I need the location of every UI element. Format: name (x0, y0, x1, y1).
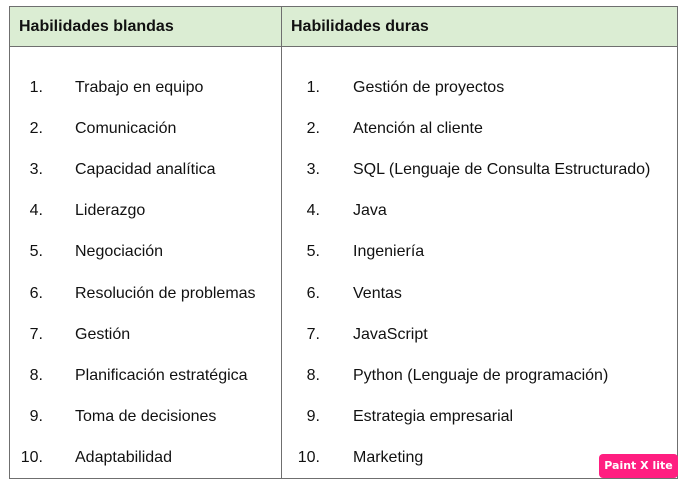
item-text: Ingeniería (353, 243, 425, 261)
list-item (10, 191, 281, 232)
soft-skills-column (10, 7, 282, 478)
list-item (282, 314, 677, 355)
item-text: Resolución de problemas (75, 284, 256, 302)
list-item (10, 314, 281, 355)
item-number: 1. (306, 78, 320, 96)
item-number: 2. (29, 119, 43, 137)
item-number: 3. (29, 160, 43, 178)
list-item (282, 232, 677, 273)
item-text: Gestión de proyectos (353, 78, 505, 96)
item-text: Marketing (353, 449, 424, 467)
item-number: 3. (306, 160, 320, 178)
soft-skills-header: Habilidades blandas (10, 7, 281, 47)
item-number: 1. (29, 78, 43, 96)
item-text: Gestión (75, 325, 131, 343)
item-number: 7. (306, 325, 320, 343)
item-number: 10. (20, 449, 43, 467)
list-item (282, 67, 677, 108)
list-item (10, 355, 281, 396)
hard-skills-list (282, 47, 677, 479)
list-item (282, 149, 677, 190)
item-text: Comunicación (75, 119, 177, 137)
list-item (282, 108, 677, 149)
item-text: Atención al cliente (353, 119, 483, 137)
item-text: SQL (Lenguaje de Consulta Estructurado) (353, 160, 651, 178)
hard-skills-column (282, 7, 677, 478)
item-number: 6. (306, 284, 320, 302)
item-text: Java (353, 202, 387, 220)
list-item (10, 67, 281, 108)
item-number: 8. (306, 366, 320, 384)
item-text: Negociación (75, 243, 164, 261)
item-text: Ventas (353, 284, 402, 302)
item-number: 8. (29, 366, 43, 384)
item-number: 7. (29, 325, 43, 343)
item-text: Python (Lenguaje de programación) (353, 366, 609, 384)
item-number: 5. (306, 243, 320, 261)
list-item (10, 108, 281, 149)
item-text: Liderazgo (75, 202, 146, 220)
item-number: 4. (29, 202, 43, 220)
list-item (10, 232, 281, 273)
list-item (10, 397, 281, 438)
item-text: Adaptabilidad (75, 449, 172, 467)
paint-x-lite-watermark: Paint X lite (599, 454, 678, 478)
list-item (282, 355, 677, 396)
list-item (282, 273, 677, 314)
item-text: Planificación estratégica (75, 366, 248, 384)
list-item (282, 191, 677, 232)
skills-table (9, 6, 678, 479)
item-text: Capacidad analítica (75, 160, 216, 178)
item-number: 2. (306, 119, 320, 137)
item-number: 6. (29, 284, 43, 302)
list-item (10, 273, 281, 314)
hard-skills-header: Habilidades duras (282, 7, 677, 47)
list-item (282, 397, 677, 438)
item-number: 4. (306, 202, 320, 220)
soft-skills-list (10, 47, 281, 479)
list-item (10, 149, 281, 190)
item-text: JavaScript (353, 325, 428, 343)
item-number: 9. (306, 408, 320, 426)
item-number: 9. (29, 408, 43, 426)
list-item (10, 438, 281, 479)
item-number: 10. (297, 449, 320, 467)
item-number: 5. (29, 243, 43, 261)
item-text: Toma de decisiones (75, 408, 217, 426)
item-text: Estrategia empresarial (353, 408, 514, 426)
item-text: Trabajo en equipo (75, 78, 204, 96)
